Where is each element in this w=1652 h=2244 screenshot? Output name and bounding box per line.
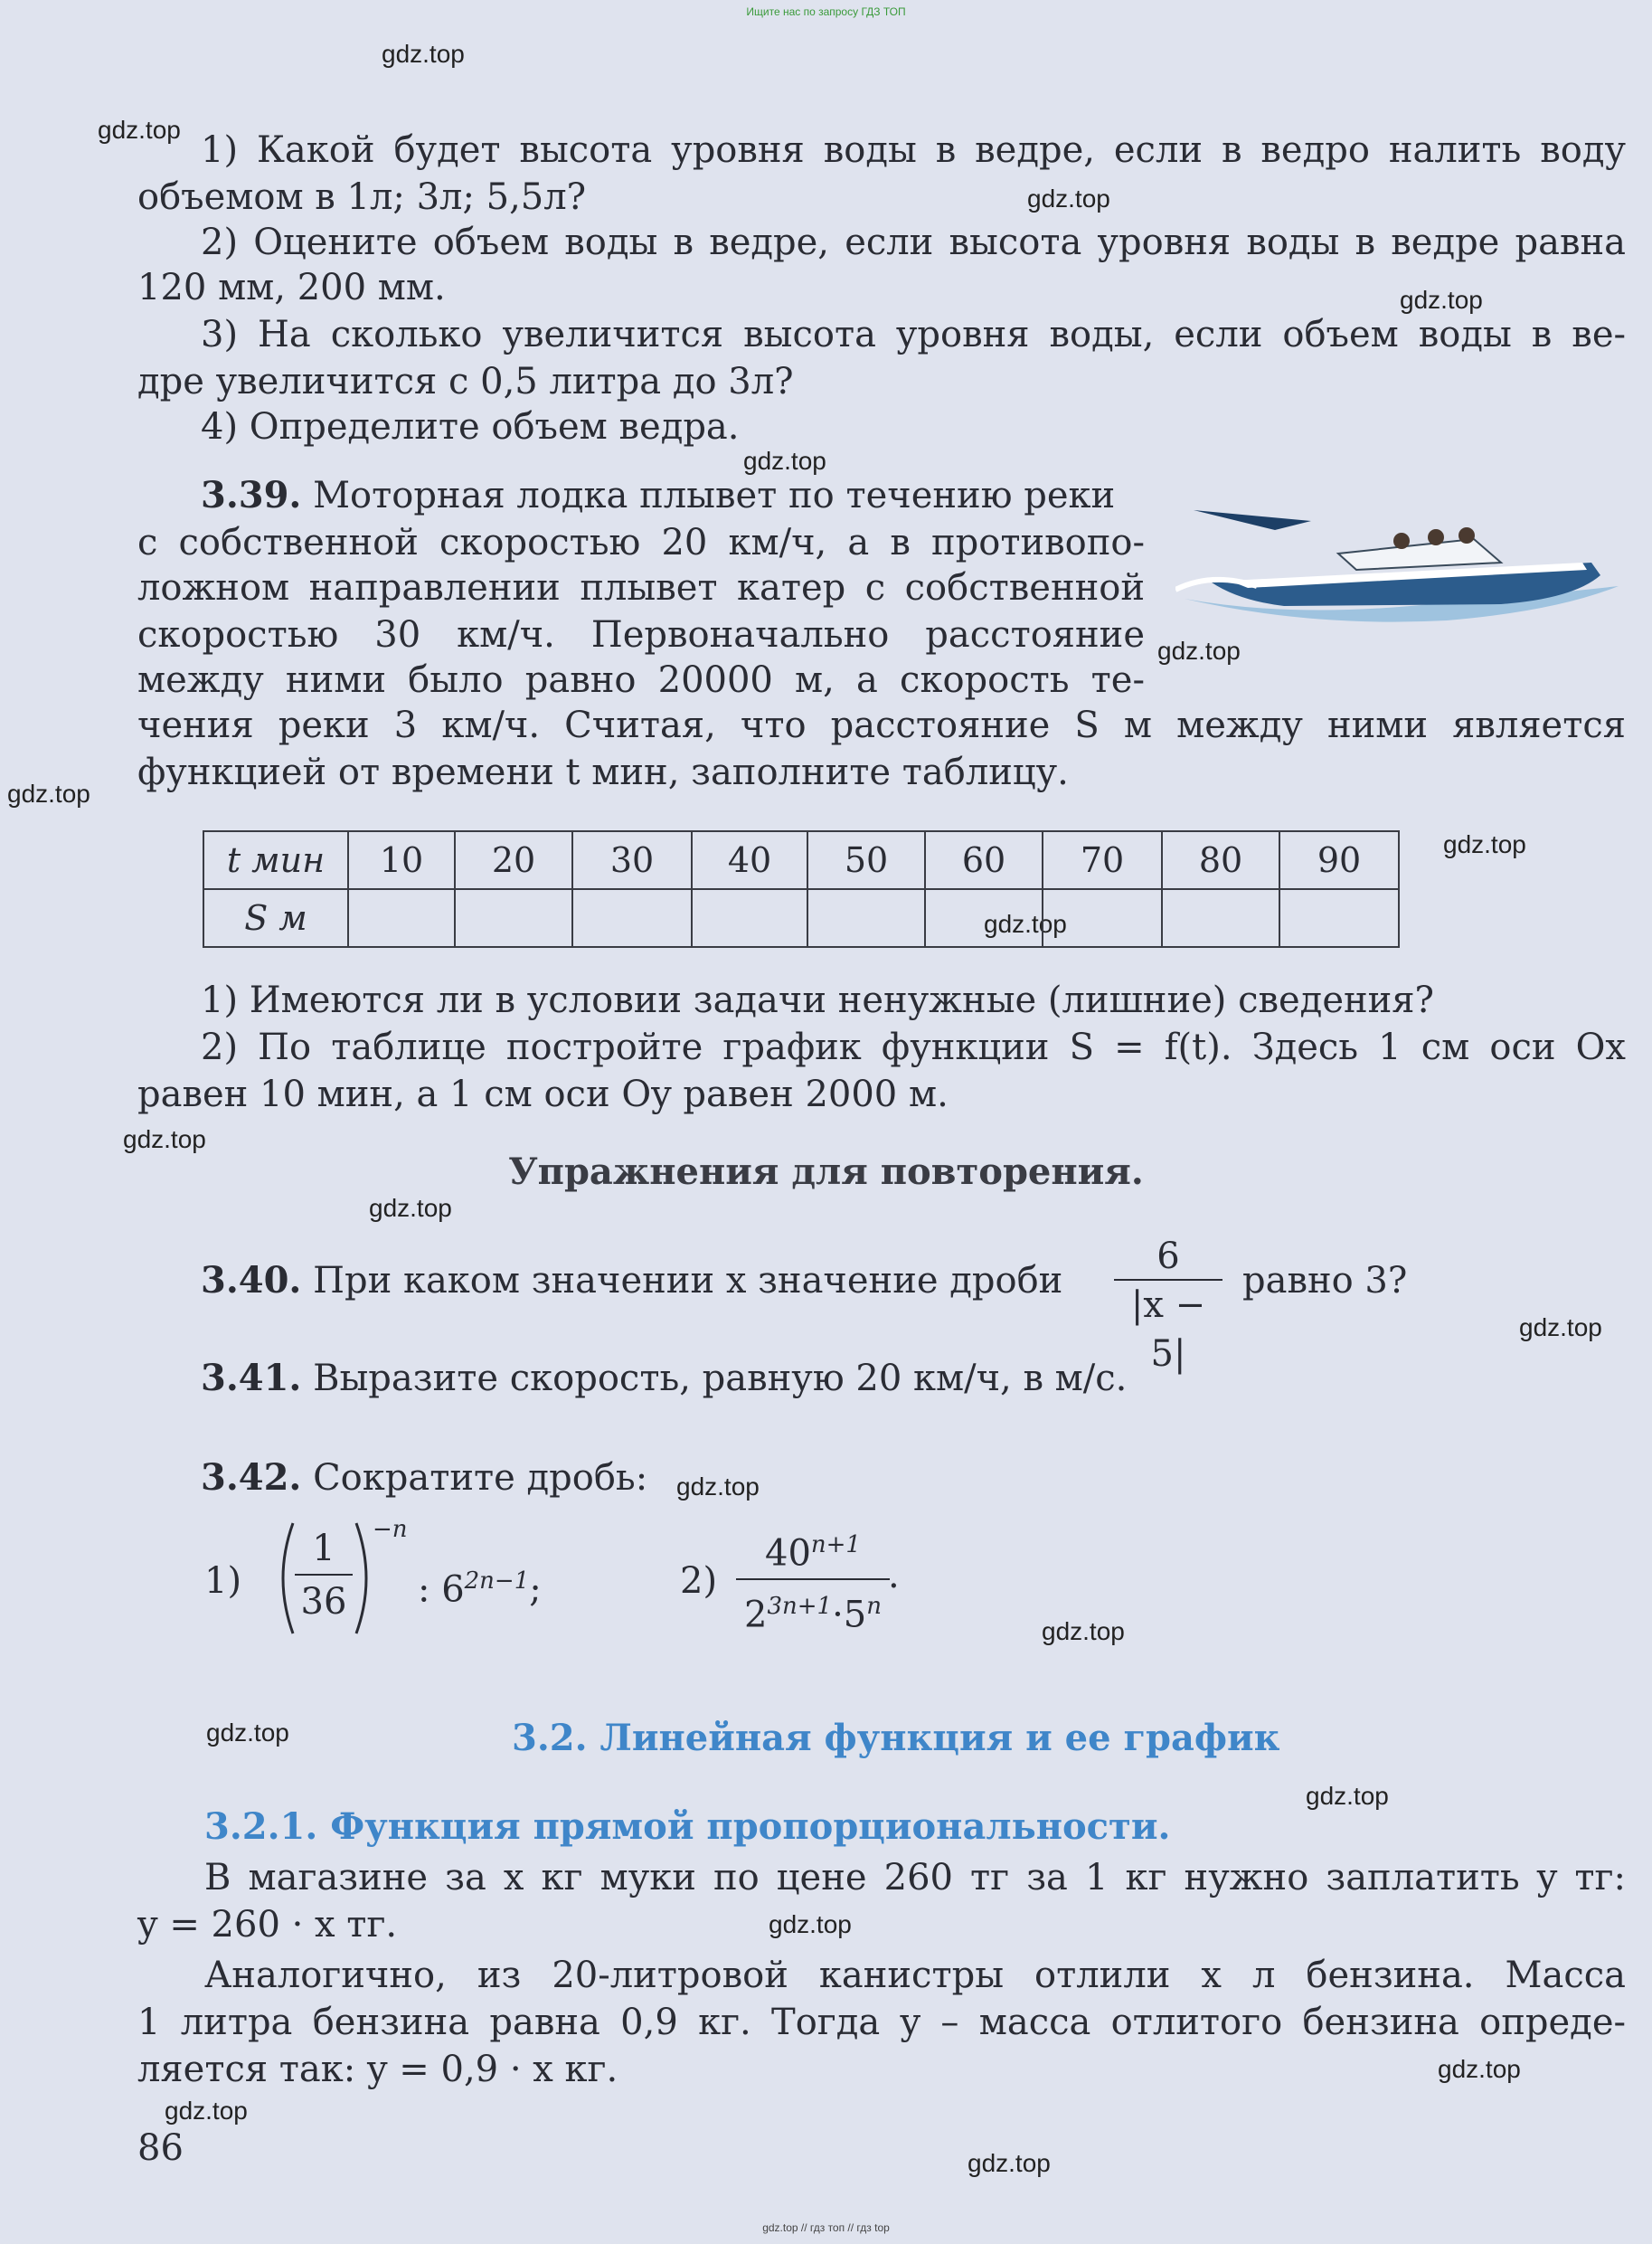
prev-q3-line2: дре увеличится с 0,5 литра до 3л? bbox=[137, 361, 794, 402]
table-cell-s-empty[interactable] bbox=[1162, 889, 1279, 947]
semicolon: ; bbox=[529, 1568, 542, 1611]
problem-number: 3.39. bbox=[201, 474, 302, 516]
watermark: gdz.top bbox=[676, 1472, 760, 1501]
table-cell-t: 60 bbox=[925, 831, 1043, 889]
exponent: 2n−1 bbox=[464, 1567, 530, 1595]
watermark: gdz.top bbox=[769, 1910, 852, 1938]
watermark: gdz.top bbox=[98, 116, 181, 144]
prev-q1-line2: объемом в 1л; 3л; 5,5л? bbox=[137, 176, 587, 218]
watermark: gdz.top bbox=[1438, 2055, 1521, 2083]
problem-text: При каком значении x значение дроби bbox=[313, 1260, 1063, 1302]
problem-number: 3.41. bbox=[201, 1357, 302, 1399]
table-header-t: t мин bbox=[203, 831, 348, 889]
watermark: gdz.top bbox=[7, 780, 90, 808]
prev-q1-line1: 1) Какой будет высота уровня воды в ведре, если в ведро налить воду bbox=[201, 129, 1626, 171]
watermark: gdz.top bbox=[369, 1194, 452, 1222]
problem-340-tail: равно 3? bbox=[1242, 1260, 1408, 1302]
table-header-s: S м bbox=[203, 889, 348, 947]
problem-number: 3.42. bbox=[201, 1456, 302, 1499]
watermark: gdz.top bbox=[1027, 185, 1110, 213]
fraction-denominator: 36 bbox=[295, 1574, 353, 1628]
problem-339-q1: 1) Имеются ли в условии задачи ненужные (лишние) сведения? bbox=[201, 980, 1434, 1021]
problem-342 bbox=[201, 1454, 647, 1501]
watermark: gdz.top bbox=[984, 910, 1067, 938]
problem-339-line3: ложном направлении плывет катер с собственной bbox=[137, 567, 1145, 609]
prev-q2-line1: 2) Оцените объем воды в ведре, если высота уровня воды в ведре равна bbox=[201, 222, 1626, 263]
distance-time-table bbox=[203, 830, 1400, 948]
item-342-1-rest bbox=[418, 1558, 542, 1613]
top-banner[interactable]: Ищите нас по запросу ГДЗ ТОП bbox=[746, 5, 906, 18]
watermark: gdz.top bbox=[1157, 637, 1241, 665]
body-line4: 1 литра бензина равна 0,9 кг. Тогда y – масса отлитого бензина опреде- bbox=[137, 2002, 1626, 2043]
watermark: gdz.top bbox=[1400, 286, 1483, 314]
table-cell-t: 20 bbox=[455, 831, 572, 889]
fraction-denominator: |x − 5| bbox=[1114, 1279, 1222, 1378]
watermark: gdz.top bbox=[968, 2149, 1051, 2177]
prev-q2-line2: 120 мм, 200 мм. bbox=[137, 267, 446, 308]
fraction-numerator: 6 bbox=[1156, 1236, 1180, 1277]
fraction-numerator: 1 bbox=[312, 1528, 335, 1569]
motorboat-illustration bbox=[1175, 499, 1628, 626]
table-cell-s-empty[interactable] bbox=[1043, 889, 1162, 947]
problem-339-line7: функцией от времени t мин, заполните таблицу. bbox=[137, 752, 1069, 793]
item-342-1-label: 1) bbox=[204, 1560, 242, 1602]
subsection-title: 3.2.1. Функция прямой пропорциональности. bbox=[204, 1805, 1171, 1848]
fraction-342-2 bbox=[736, 1520, 890, 1642]
prev-q4: 4) Определите объем ведра. bbox=[201, 406, 740, 448]
review-heading: Упражнения для повторения. bbox=[508, 1150, 1144, 1193]
table-cell-t: 80 bbox=[1162, 831, 1279, 889]
watermark: gdz.top bbox=[165, 2097, 248, 2125]
table-row bbox=[203, 889, 1399, 947]
watermark: gdz.top bbox=[1042, 1617, 1125, 1645]
problem-text: Сократите дробь: bbox=[313, 1457, 648, 1499]
table-cell-s-empty[interactable] bbox=[807, 889, 925, 947]
table-cell-s-empty[interactable] bbox=[1279, 889, 1399, 947]
problem-339-line2: с собственной скоростью 20 км/ч, а в противопо- bbox=[137, 522, 1145, 563]
body-line3: Аналогично, из 20-литровой канистры отлили x л бензина. Масса bbox=[204, 1955, 1626, 1996]
table-cell-s-empty[interactable] bbox=[348, 889, 455, 947]
watermark: gdz.top bbox=[123, 1125, 206, 1153]
table-cell-t: 50 bbox=[807, 831, 925, 889]
problem-341 bbox=[201, 1355, 1127, 1402]
watermark: gdz.top bbox=[206, 1719, 289, 1747]
numerator-base: 40 bbox=[765, 1532, 811, 1575]
problem-339-q2-line1: 2) По таблице постройте график функции S = f(t). Здесь 1 см оси Ox bbox=[201, 1027, 1626, 1068]
table-cell-t: 40 bbox=[692, 831, 807, 889]
fraction-340 bbox=[1114, 1234, 1222, 1378]
watermark: gdz.top bbox=[1443, 830, 1526, 858]
table-cell-s-empty[interactable] bbox=[572, 889, 692, 947]
period: . bbox=[888, 1555, 900, 1596]
exponent: 3n+1 bbox=[767, 1593, 833, 1621]
divisor: : 6 bbox=[418, 1568, 465, 1611]
denominator-base: 2 bbox=[744, 1594, 768, 1636]
table-cell-t: 10 bbox=[348, 831, 455, 889]
page-number: 86 bbox=[137, 2127, 184, 2169]
watermark: gdz.top bbox=[1519, 1313, 1602, 1341]
watermark: gdz.top bbox=[743, 447, 826, 475]
problem-339-q2-line2: равен 10 мин, а 1 см оси Oy равен 2000 м. bbox=[137, 1074, 949, 1115]
problem-text: Выразите скорость, равную 20 км/ч, в м/с. bbox=[313, 1358, 1128, 1399]
fraction-denominator bbox=[736, 1578, 890, 1641]
exponent: n+1 bbox=[810, 1531, 861, 1558]
problem-339-line1 bbox=[201, 472, 1145, 519]
table-cell-t: 90 bbox=[1279, 831, 1399, 889]
table-cell-s-empty[interactable] bbox=[692, 889, 807, 947]
table-cell-t: 30 bbox=[572, 831, 692, 889]
problem-text: Моторная лодка плывет по течению реки bbox=[313, 475, 1116, 516]
watermark: gdz.top bbox=[1306, 1782, 1389, 1810]
body-line1: В магазине за x кг муки по цене 260 тг за 1 кг нужно заплатить y тг: bbox=[204, 1857, 1626, 1898]
problem-339-line4: скоростью 30 км/ч. Первоначально расстояние bbox=[137, 614, 1145, 656]
table-cell-t: 70 bbox=[1043, 831, 1162, 889]
table-row bbox=[203, 831, 1399, 889]
fraction-numerator bbox=[736, 1520, 890, 1578]
problem-340 bbox=[201, 1257, 1062, 1304]
exponent: n bbox=[866, 1593, 882, 1621]
exponent: −n bbox=[373, 1516, 408, 1543]
fraction-342-1 bbox=[295, 1523, 353, 1628]
section-title: 3.2. Линейная функция и ее график bbox=[512, 1717, 1280, 1759]
watermark: gdz.top bbox=[382, 40, 465, 68]
prev-q3-line1: 3) На сколько увеличится высота уровня воды, если объем воды в ве- bbox=[201, 314, 1626, 355]
item-342-2-label: 2) bbox=[680, 1560, 718, 1602]
table-cell-s-empty[interactable] bbox=[455, 889, 572, 947]
bottom-banner[interactable]: gdz.top // гдз топ // гдз top bbox=[762, 2221, 890, 2234]
problem-number: 3.40. bbox=[201, 1259, 302, 1302]
denominator-base: ·5 bbox=[832, 1594, 867, 1636]
body-line2: y = 260 · x тг. bbox=[137, 1904, 398, 1946]
body-line5: ляется так: y = 0,9 · x кг. bbox=[137, 2049, 618, 2090]
problem-339-line5: между ними было равно 20000 м, а скорость те- bbox=[137, 659, 1145, 701]
table-cell-s-empty[interactable] bbox=[925, 889, 1043, 947]
problem-339-line6: чения реки 3 км/ч. Считая, что расстояние S м между ними является bbox=[137, 705, 1626, 746]
